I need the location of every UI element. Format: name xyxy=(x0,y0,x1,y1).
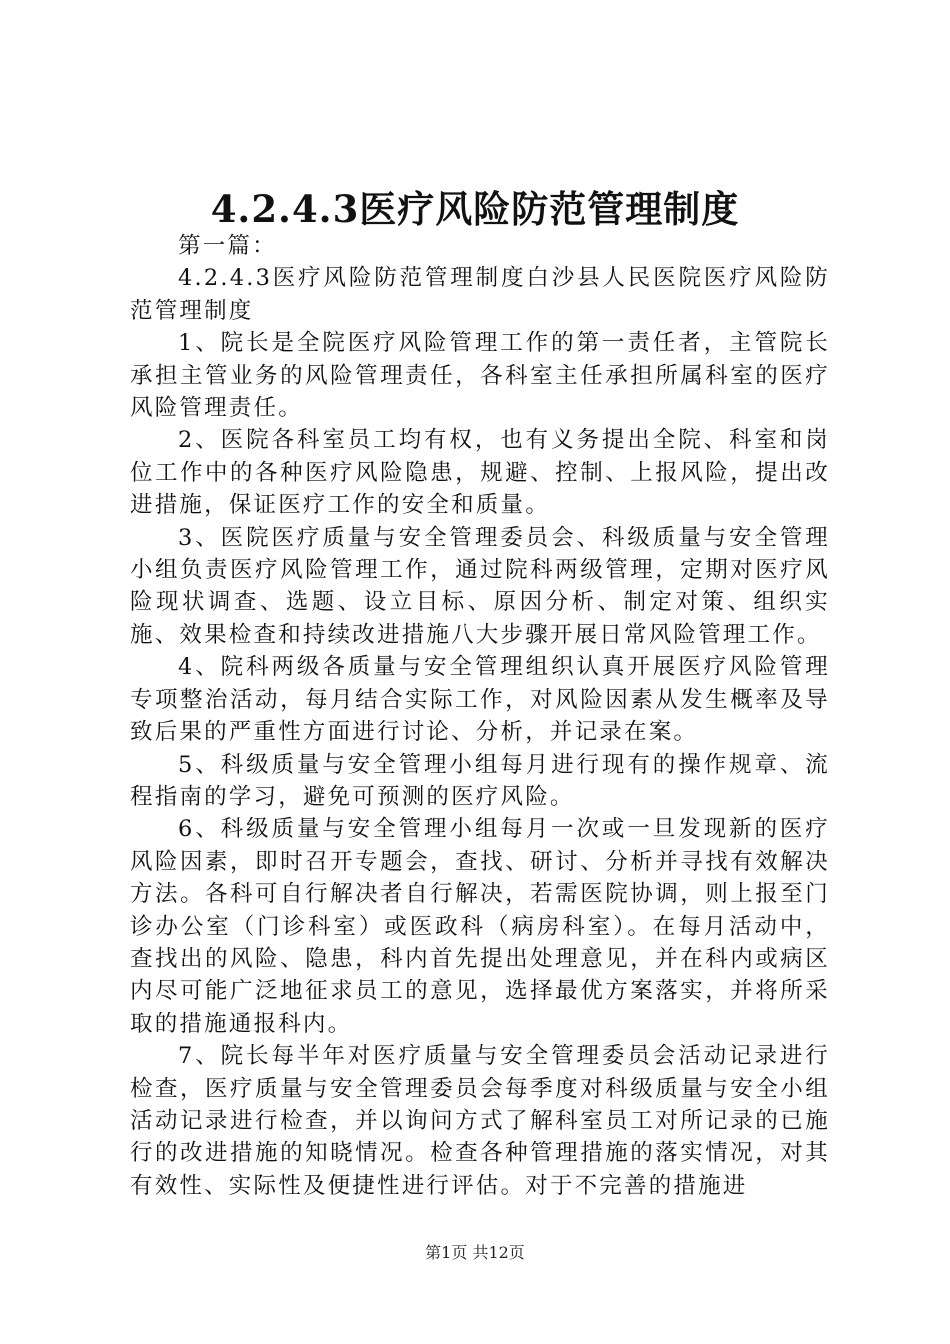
paragraph-item-5: 5、科级质量与安全管理小组每月进行现有的操作规章、流程指南的学习，避免可预测的医疗风险。 xyxy=(130,751,830,810)
paragraph-item-2: 2、医院各科室员工均有权，也有义务提出全院、科室和岗位工作中的各种医疗风险隐患，规避、控制、上报风险，提出改进措施，保证医疗工作的安全和质量。 xyxy=(130,427,830,519)
page-footer: 第1页 共12页 xyxy=(425,1243,525,1262)
document-title: 4.2.4.3医疗风险防范管理制度 xyxy=(210,187,740,231)
paragraph-item-1: 1、院长是全院医疗风险管理工作的第一责任者，主管院长承担主管业务的风险管理责任，各科室主任承担所属科室的医疗风险管理责任。 xyxy=(130,330,830,422)
paragraph-item-6: 6、科级质量与安全管理小组每月一次或一旦发现新的医疗风险因素，即时召开专题会，查找、研讨、分析并寻找有效解决方法。各科可自行解决者自行解决，若需医院协调，则上报至门诊办公室（门诊科室）或医政科（病房科室）。在每月活动中，查找出的风险、隐患，科内首先提出处理意见，并在科内或病区内尽可能广泛地征求员工的意见，选择最优方案落实，并将所采取的措施通报科内。 xyxy=(130,816,830,1037)
document-body xyxy=(130,230,830,1202)
paragraph-item-3: 3、医院医疗质量与安全管理委员会、科级质量与安全管理小组负责医疗风险管理工作，通过院科两级管理，定期对医疗风险现状调查、选题、设立目标、原因分析、制定对策、组织实施、效果检查和持续改进措施八大步骤开展日常风险管理工作。 xyxy=(130,524,830,648)
paragraph-heading: 4.2.4.3医疗风险防范管理制度白沙县人民医院医疗风险防范管理制度 xyxy=(130,265,830,324)
paragraph-item-4: 4、院科两级各质量与安全管理组织认真开展医疗风险管理专项整治活动，每月结合实际工作，对风险因素从发生概率及导致后果的严重性方面进行讨论、分析，并记录在案。 xyxy=(130,654,830,746)
paragraph-item-7: 7、院长每半年对医疗质量与安全管理委员会活动记录进行检查，医疗质量与安全管理委员会每季度对科级质量与安全小组活动记录进行检查，并以询问方式了解科室员工对所记录的已施行的改进措施的知晓情况。检查各种管理措施的落实情况，对其有效性、实际性及便捷性进行评估。对于不完善的措施进 xyxy=(130,1043,830,1199)
section-label: 第一篇： xyxy=(178,233,277,259)
